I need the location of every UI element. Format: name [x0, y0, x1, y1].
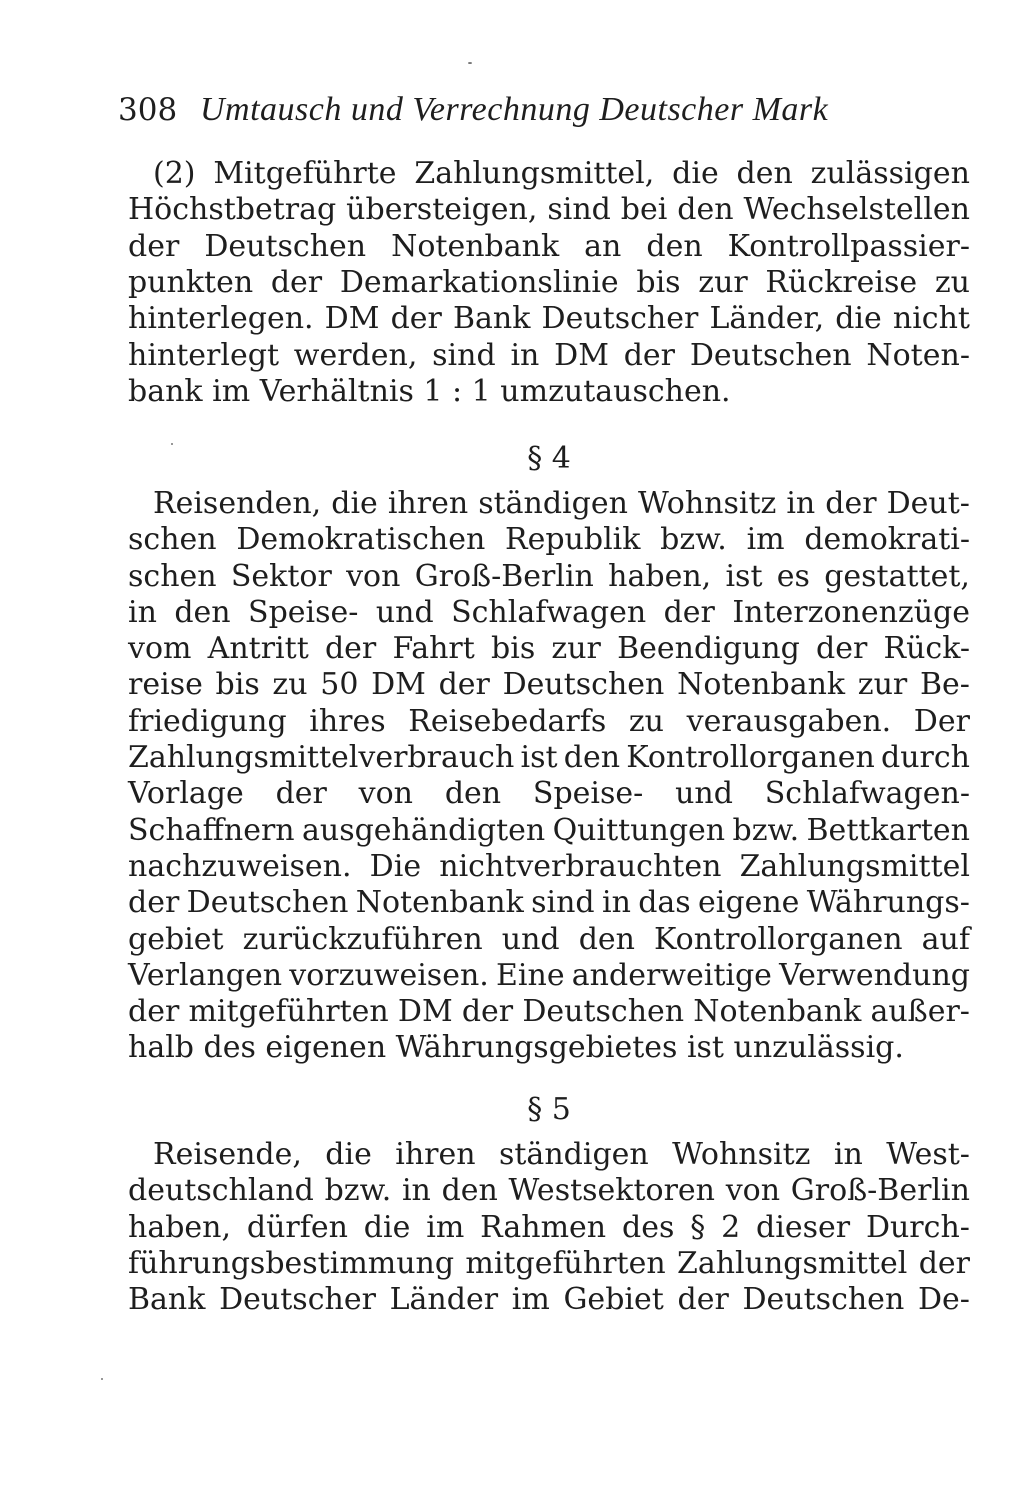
text-line: (2) Mitgeführte Zahlungsmittel, die den zulässigen [153, 156, 970, 191]
text-line: reise bis zu 50 DM der Deutschen Notenbank zur Be- [128, 667, 970, 702]
text-line: Vorlage der von den Speise- und Schlafwagen- [128, 776, 970, 811]
text-line: schen Sektor von Groß-Berlin haben, ist es gestattet, [128, 559, 970, 594]
scan-speck [101, 1378, 103, 1380]
text-line: Bank Deutscher Länder im Gebiet der Deutschen De- [128, 1282, 970, 1317]
text-line: Zahlungsmittelverbrauch ist den Kontrollorganen durch [128, 740, 970, 775]
text-line: in den Speise- und Schlafwagen der Interzonenzüge [128, 595, 970, 630]
section-5-heading: § 5 [527, 1092, 571, 1127]
scan-speck [171, 443, 173, 445]
text-line: deutschland bzw. in den Westsektoren von Groß-Berlin [128, 1173, 970, 1208]
text-line: bank im Verhältnis 1 : 1 umzutauschen. [128, 374, 731, 409]
text-line: punkten der Demarkationslinie bis zur Rückreise zu [128, 265, 970, 300]
text-line: hinterlegen. DM der Bank Deutscher Länder, die nicht [128, 301, 970, 336]
text-line: Reisenden, die ihren ständigen Wohnsitz in der Deut- [153, 486, 970, 521]
text-line: halb des eigenen Währungsgebietes ist unzulässig. [128, 1030, 904, 1065]
text-line: vom Antritt der Fahrt bis zur Beendigung der Rück- [128, 631, 970, 666]
text-line: haben, dürfen die im Rahmen des § 2 dieser Durch- [128, 1210, 970, 1245]
text-line: Verlangen vorzuweisen. Eine anderweitige Verwendung [128, 958, 970, 993]
text-line: der Deutschen Notenbank sind in das eigene Währungs- [128, 885, 970, 920]
text-line: Schaffnern ausgehändigten Quittungen bzw. Bettkarten [128, 813, 970, 848]
text-line: der mitgeführten DM der Deutschen Notenbank außer- [128, 994, 970, 1029]
text-line: Reisende, die ihren ständigen Wohnsitz in West- [153, 1137, 970, 1172]
text-line: nachzuweisen. Die nichtverbrauchten Zahlungsmittel [128, 849, 970, 884]
text-line: hinterlegt werden, sind in DM der Deutschen Noten- [128, 338, 970, 373]
text-line: schen Demokratischen Republik bzw. im demokrati- [128, 522, 970, 557]
running-header [118, 88, 978, 132]
text-line: der Deutschen Notenbank an den Kontrollpassier- [128, 229, 970, 264]
text-line: Höchstbetrag übersteigen, sind bei den Wechselstellen [128, 192, 970, 227]
running-title: Umtausch und Verrechnung Deutscher Mark [200, 91, 829, 128]
text-line: friedigung ihres Reisebedarfs zu verausgaben. Der [128, 704, 970, 739]
page-number: 308 [118, 92, 178, 128]
text-line: gebiet zurückzuführen und den Kontrollorganen auf [128, 922, 970, 957]
section-4-heading: § 4 [527, 441, 571, 476]
text-line: führungsbestimmung mitgeführten Zahlungsmittel der [128, 1246, 970, 1281]
scan-speck [468, 62, 472, 64]
